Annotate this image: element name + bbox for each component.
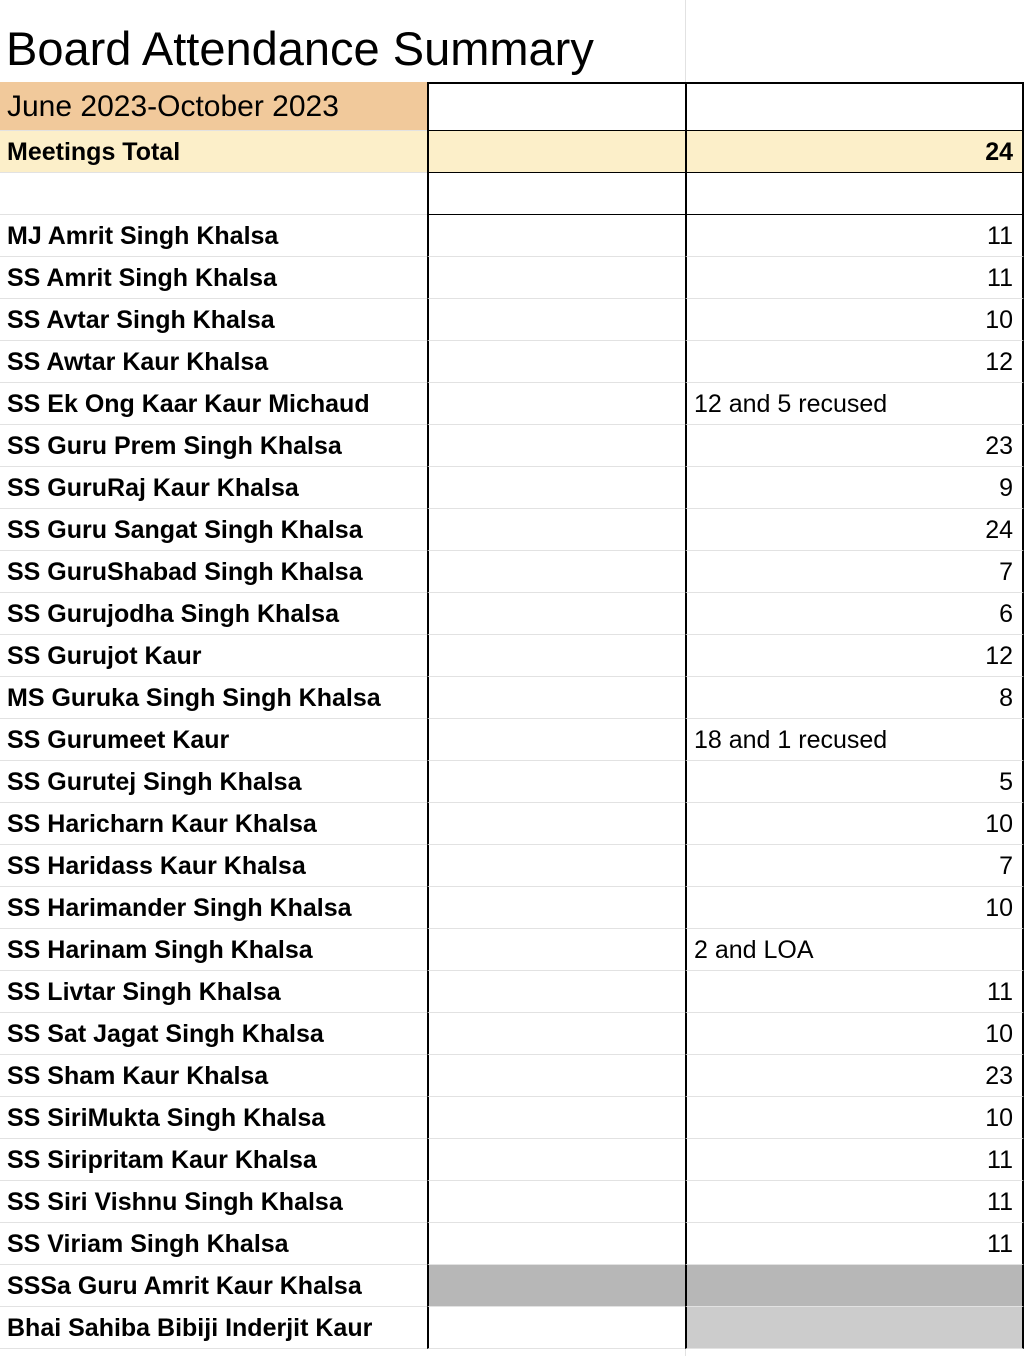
- member-name-cell[interactable]: SS Gurumeet Kaur: [0, 719, 427, 761]
- member-attendance-cell[interactable]: 10: [685, 1013, 1024, 1055]
- member-name-cell[interactable]: MJ Amrit Singh Khalsa: [0, 215, 427, 257]
- member-row: [0, 803, 1026, 845]
- member-name-cell[interactable]: SSSa Guru Amrit Kaur Khalsa: [0, 1265, 427, 1307]
- member-attendance-cell[interactable]: 6: [685, 593, 1024, 635]
- member-row: [0, 1181, 1026, 1223]
- member-attendance-cell[interactable]: 10: [685, 299, 1024, 341]
- member-row: [0, 971, 1026, 1013]
- member-empty-cell[interactable]: [427, 677, 686, 719]
- member-name-cell[interactable]: SS Guru Sangat Singh Khalsa: [0, 509, 427, 551]
- member-empty-cell[interactable]: [427, 1307, 686, 1349]
- member-attendance-cell[interactable]: 12 and 5 recused: [685, 383, 1024, 425]
- member-name-cell[interactable]: SS Siripritam Kaur Khalsa: [0, 1139, 427, 1181]
- member-name-cell[interactable]: SS Haridass Kaur Khalsa: [0, 845, 427, 887]
- member-empty-cell[interactable]: [427, 551, 686, 593]
- member-empty-cell[interactable]: [427, 299, 686, 341]
- member-row: [0, 383, 1026, 425]
- member-row: [0, 761, 1026, 803]
- member-empty-cell[interactable]: [427, 341, 686, 383]
- member-empty-cell[interactable]: [427, 1265, 686, 1307]
- member-row: [0, 1013, 1026, 1055]
- member-name-cell[interactable]: SS Avtar Singh Khalsa: [0, 299, 427, 341]
- member-row: [0, 425, 1026, 467]
- member-row: [0, 467, 1026, 509]
- member-row: [0, 257, 1026, 299]
- member-attendance-cell[interactable]: 10: [685, 887, 1024, 929]
- member-attendance-cell[interactable]: 11: [685, 1223, 1024, 1265]
- member-row: [0, 299, 1026, 341]
- member-row: [0, 1265, 1026, 1307]
- member-row: [0, 341, 1026, 383]
- member-empty-cell[interactable]: [427, 1223, 686, 1265]
- member-row: [0, 1139, 1026, 1181]
- meetings-total-value[interactable]: 24: [685, 131, 1024, 173]
- period-empty-cell[interactable]: [427, 82, 686, 131]
- member-empty-cell[interactable]: [427, 803, 686, 845]
- member-attendance-cell[interactable]: 23: [685, 425, 1024, 467]
- member-name-cell[interactable]: Bhai Sahiba Bibiji Inderjit Kaur: [0, 1307, 427, 1349]
- member-empty-cell[interactable]: [427, 845, 686, 887]
- member-name-cell[interactable]: MS Guruka Singh Singh Khalsa: [0, 677, 427, 719]
- member-attendance-cell[interactable]: [685, 1265, 1024, 1307]
- member-attendance-cell[interactable]: 11: [685, 1181, 1024, 1223]
- member-empty-cell[interactable]: [427, 1139, 686, 1181]
- member-attendance-cell[interactable]: 10: [685, 1097, 1024, 1139]
- member-name-cell[interactable]: SS Gurujot Kaur: [0, 635, 427, 677]
- period-row: [0, 82, 1026, 124]
- member-empty-cell[interactable]: [427, 383, 686, 425]
- member-row: [0, 593, 1026, 635]
- member-empty-cell[interactable]: [427, 887, 686, 929]
- member-name-cell[interactable]: SS Gurujodha Singh Khalsa: [0, 593, 427, 635]
- member-row: [0, 551, 1026, 593]
- member-attendance-cell[interactable]: 5: [685, 761, 1024, 803]
- member-row: [0, 1055, 1026, 1097]
- member-name-cell[interactable]: SS GuruRaj Kaur Khalsa: [0, 467, 427, 509]
- meetings-total-row: [0, 131, 1026, 173]
- member-empty-cell[interactable]: [427, 425, 686, 467]
- member-name-cell[interactable]: SS Ek Ong Kaar Kaur Michaud: [0, 383, 427, 425]
- member-row: [0, 845, 1026, 887]
- period-cell[interactable]: June 2023-October 2023: [0, 82, 427, 131]
- member-row: [0, 929, 1026, 971]
- member-empty-cell[interactable]: [427, 593, 686, 635]
- member-attendance-cell[interactable]: 18 and 1 recused: [685, 719, 1024, 761]
- member-empty-cell[interactable]: [427, 1097, 686, 1139]
- member-row: [0, 1097, 1026, 1139]
- meetings-total-label[interactable]: Meetings Total: [0, 131, 427, 173]
- member-name-cell[interactable]: SS Awtar Kaur Khalsa: [0, 341, 427, 383]
- member-attendance-cell[interactable]: 7: [685, 551, 1024, 593]
- member-row: [0, 1307, 1026, 1349]
- member-name-cell[interactable]: SS Gurutej Singh Khalsa: [0, 761, 427, 803]
- member-empty-cell[interactable]: [427, 929, 686, 971]
- member-name-cell[interactable]: SS Siri Vishnu Singh Khalsa: [0, 1181, 427, 1223]
- member-attendance-cell[interactable]: 8: [685, 677, 1024, 719]
- sheet-title[interactable]: Board Attendance Summary: [6, 22, 594, 75]
- member-name-cell[interactable]: SS Amrit Singh Khalsa: [0, 257, 427, 299]
- member-attendance-cell[interactable]: 12: [685, 635, 1024, 677]
- member-row: [0, 719, 1026, 761]
- member-name-cell[interactable]: SS Guru Prem Singh Khalsa: [0, 425, 427, 467]
- member-empty-cell[interactable]: [427, 719, 686, 761]
- member-row: [0, 635, 1026, 677]
- member-empty-cell[interactable]: [427, 257, 686, 299]
- member-attendance-cell[interactable]: 24: [685, 509, 1024, 551]
- member-empty-cell[interactable]: [427, 1013, 686, 1055]
- member-attendance-cell[interactable]: 7: [685, 845, 1024, 887]
- member-name-cell[interactable]: SS Viriam Singh Khalsa: [0, 1223, 427, 1265]
- member-name-cell[interactable]: SS Harinam Singh Khalsa: [0, 929, 427, 971]
- member-name-cell[interactable]: SS SiriMukta Singh Khalsa: [0, 1097, 427, 1139]
- member-empty-cell[interactable]: [427, 467, 686, 509]
- member-empty-cell[interactable]: [427, 1181, 686, 1223]
- blank-row: [0, 173, 1026, 215]
- member-row: [0, 215, 1026, 257]
- member-empty-cell[interactable]: [427, 1055, 686, 1097]
- member-empty-cell[interactable]: [427, 215, 686, 257]
- period-empty-cell-2[interactable]: [685, 82, 1024, 131]
- member-attendance-cell[interactable]: 10: [685, 803, 1024, 845]
- member-attendance-cell[interactable]: 9: [685, 467, 1024, 509]
- member-attendance-cell[interactable]: 12: [685, 341, 1024, 383]
- member-name-cell[interactable]: SS GuruShabad Singh Khalsa: [0, 551, 427, 593]
- member-attendance-cell[interactable]: 23: [685, 1055, 1024, 1097]
- meetings-total-empty-cell[interactable]: [427, 131, 686, 173]
- member-attendance-cell[interactable]: 11: [685, 971, 1024, 1013]
- member-name-cell[interactable]: SS Harimander Singh Khalsa: [0, 887, 427, 929]
- member-attendance-cell[interactable]: 11: [685, 1139, 1024, 1181]
- member-attendance-cell[interactable]: 11: [685, 215, 1024, 257]
- member-attendance-cell[interactable]: 2 and LOA: [685, 929, 1024, 971]
- member-empty-cell[interactable]: [427, 761, 686, 803]
- member-empty-cell[interactable]: [427, 971, 686, 1013]
- member-attendance-cell[interactable]: [685, 1307, 1024, 1349]
- member-empty-cell[interactable]: [427, 635, 686, 677]
- member-name-cell[interactable]: SS Sat Jagat Singh Khalsa: [0, 1013, 427, 1055]
- member-empty-cell[interactable]: [427, 509, 686, 551]
- member-row: [0, 887, 1026, 929]
- member-name-cell[interactable]: SS Haricharn Kaur Khalsa: [0, 803, 427, 845]
- member-row: [0, 1223, 1026, 1265]
- member-row: [0, 677, 1026, 719]
- member-name-cell[interactable]: SS Livtar Singh Khalsa: [0, 971, 427, 1013]
- member-row: [0, 509, 1026, 551]
- blank-cell[interactable]: [0, 173, 427, 215]
- blank-cell[interactable]: [685, 173, 1024, 215]
- member-name-cell[interactable]: SS Sham Kaur Khalsa: [0, 1055, 427, 1097]
- blank-cell[interactable]: [427, 173, 686, 215]
- member-attendance-cell[interactable]: 11: [685, 257, 1024, 299]
